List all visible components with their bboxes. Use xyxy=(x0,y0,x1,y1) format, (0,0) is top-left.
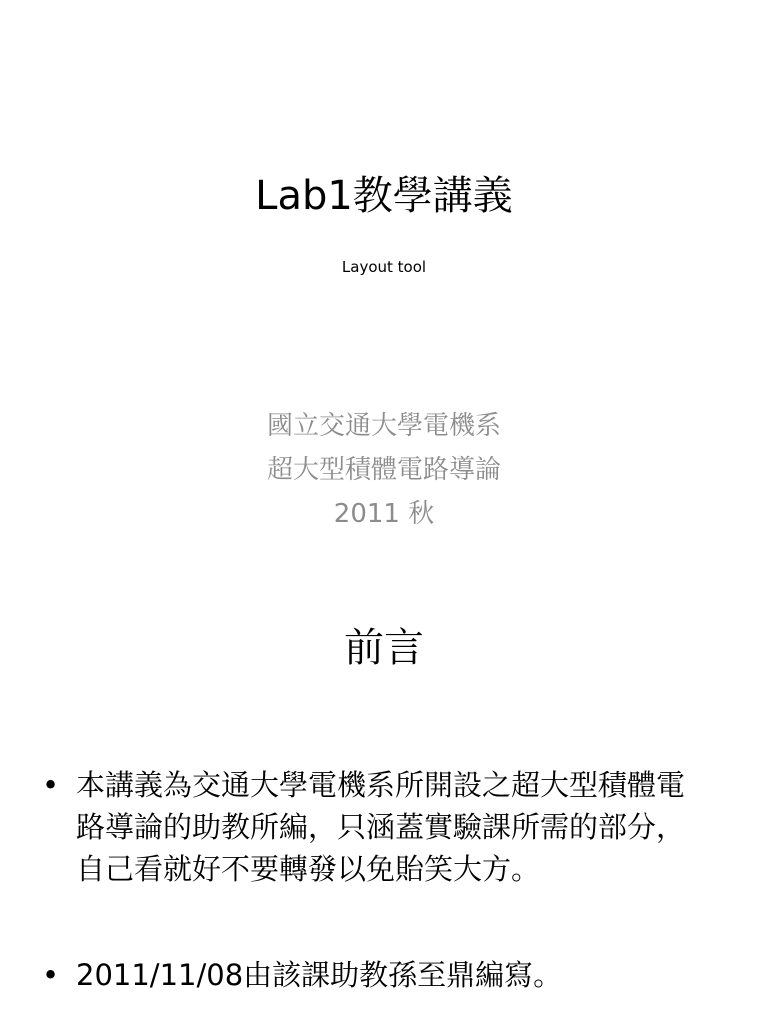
course-info xyxy=(0,404,768,536)
slide-subtitle: Layout tool xyxy=(341,258,427,276)
bullet-text: 2011/11/08由該課助教孫至鼎編寫。 xyxy=(76,958,563,992)
bullet-text: 本講義為交通大學電機系所開設之超大型積體電路導論的助教所編，只涵蓋實驗課所需的部分，自己看就好不要轉發以免貽笑大方。 xyxy=(76,768,686,886)
bullet-item xyxy=(38,764,698,890)
bullet-icon: • xyxy=(42,958,60,992)
slide-title: Lab1教學講義 xyxy=(255,173,513,219)
bullet-list xyxy=(38,764,698,996)
semester-line: 2011 秋 xyxy=(333,499,435,529)
preface-slide xyxy=(0,576,768,1024)
bullet-icon: • xyxy=(42,768,60,802)
course-name-line: 超大型積體電路導論 xyxy=(266,455,501,485)
preface-title: 前言 xyxy=(344,625,424,671)
bullet-item xyxy=(38,954,698,996)
department-line: 國立交通大學電機系 xyxy=(266,411,501,441)
